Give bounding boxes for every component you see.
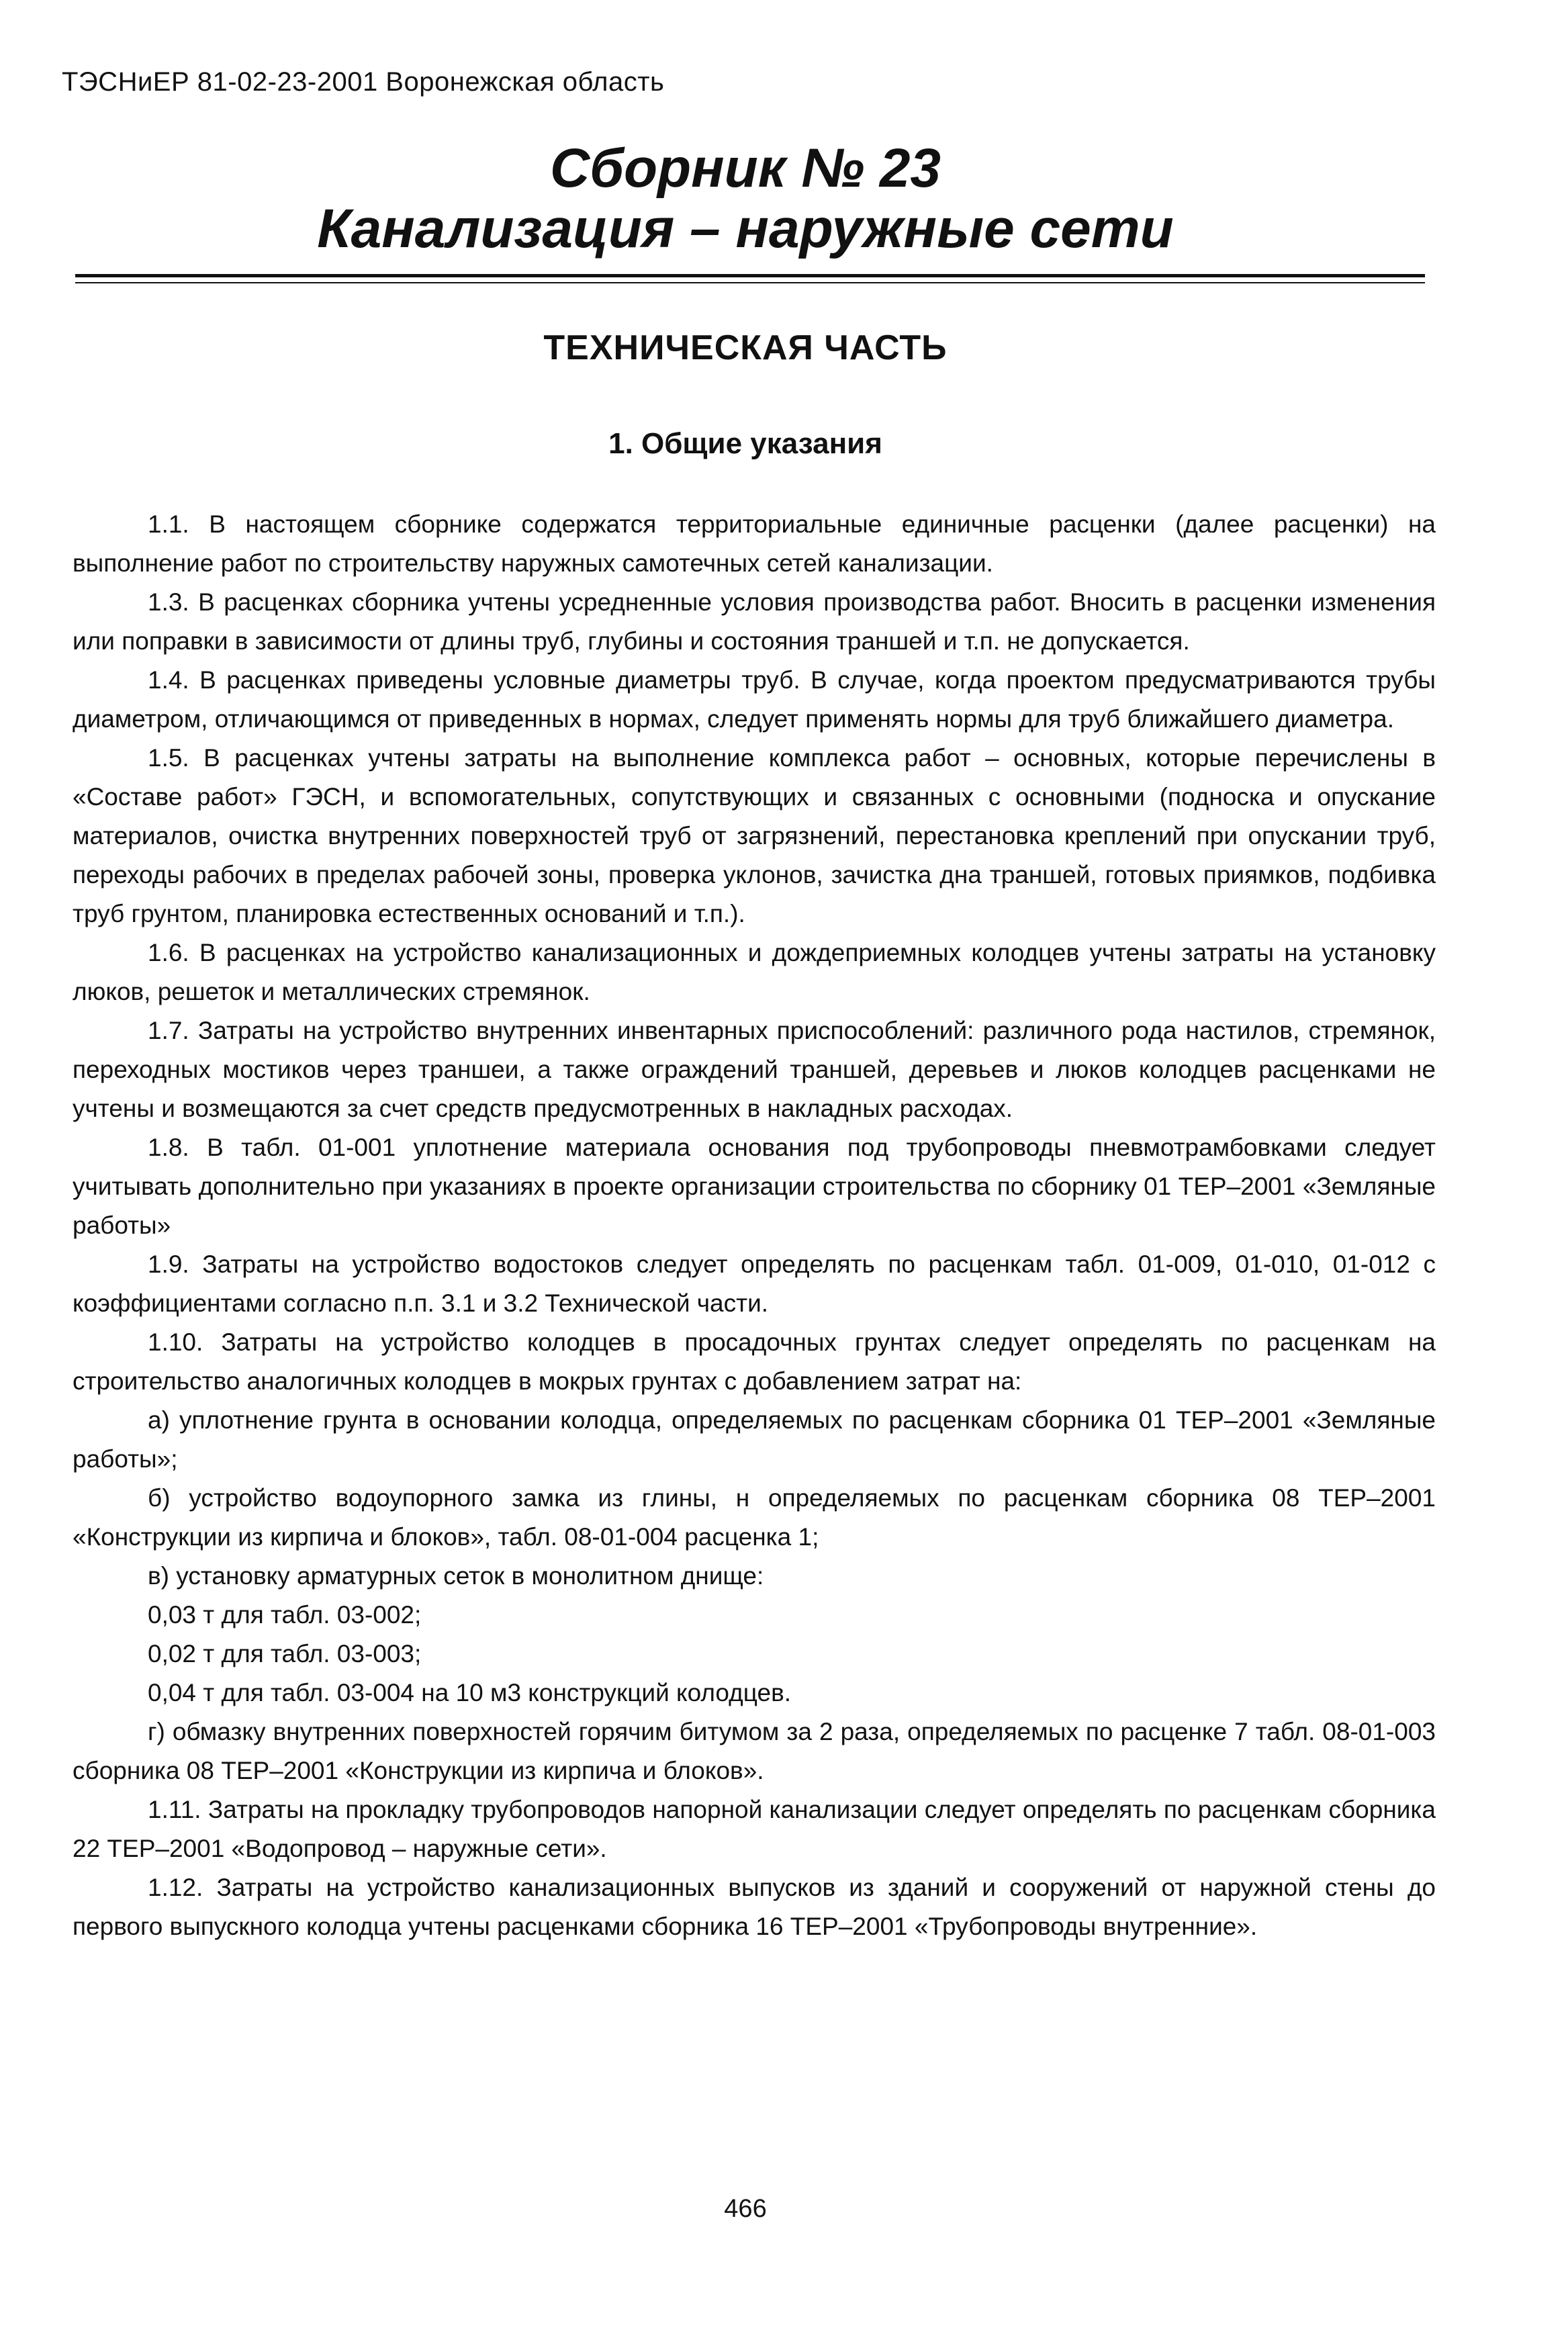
paragraph-1-3: 1.3. В расценках сборника учтены усредненные условия производства работ. Вносить в расценки изменения или поправки в зависимости от длины труб, глубины и состояния траншей и т.п. не допускается. <box>73 588 1436 655</box>
paragraph-1-7: 1.7. Затраты на устройство внутренних инвентарных приспособлений: различного рода настилов, стремянок, переходных мостиков через траншеи, а также ограждений траншей, деревьев и люков колодцев расценками не учтены и возмещаются за счет средств предусмотренных в накладных расходах. <box>73 1017 1436 1122</box>
body-text <box>73 505 1436 1946</box>
list-item-g: г) обмазку внутренних поверхностей горячим битумом за 2 раза, определяемых по расценке 7 табл. 08-01-003 сборника 08 ТЕР–2001 «Конструкции из кирпича и блоков». <box>73 1718 1436 1784</box>
paragraph-1-4: 1.4. В расценках приведены условные диаметры труб. В случае, когда проектом предусматриваются трубы диаметром, отличающимся от приведенных в нормах, следует применять нормы для труб ближайшего диаметра. <box>73 666 1436 733</box>
paragraph-1-8: 1.8. В табл. 01-001 уплотнение материала основания под трубопроводы пневмотрамбовками следует учитывать дополнительно при указаниях в проекте организации строительства по сборнику 01 ТЕР–2001 «Земляные работы» <box>73 1134 1436 1239</box>
list-item-a: а) уплотнение грунта в основании колодца, определяемых по расценкам сборника 01 ТЕР–2001 «Земляные работы»; <box>73 1406 1436 1473</box>
collection-name-title: Канализация – наружные сети <box>317 198 1174 259</box>
running-header: ТЭСНиЕР 81-02-23-2001 Воронежская область <box>62 67 665 97</box>
paragraph-1-1: 1.1. В настоящем сборнике содержатся территориальные единичные расценки (далее расценки) на выполнение работ по строительству наружных самотечных сетей канализации. <box>73 510 1436 577</box>
title-rule-thick <box>75 274 1425 277</box>
paragraph-1-10: 1.10. Затраты на устройство колодцев в просадочных грунтах следует определять по расценкам на строительство аналогичных колодцев в мокрых грунтах с добавлением затрат на: <box>73 1328 1436 1395</box>
paragraph-1-11: 1.11. Затраты на прокладку трубопроводов напорной канализации следует определять по расценкам сборника 22 ТЕР–2001 «Водопровод – наружные сети». <box>73 1796 1436 1862</box>
paragraph-1-9: 1.9. Затраты на устройство водостоков следует определять по расценкам табл. 01-009, 01-010, 01-012 с коэффициентами согласно п.п. 3.1 и 3.2 Технической части. <box>73 1250 1436 1317</box>
paragraph-1-12: 1.12. Затраты на устройство канализационных выпусков из зданий и сооружений от наружной стены до первого выпускного колодца учтены расценками сборника 16 ТЕР–2001 «Трубопроводы внутренние». <box>73 1874 1436 1940</box>
collection-number-title: Сборник № 23 <box>549 138 941 199</box>
paragraph-1-5: 1.5. В расценках учтены затраты на выполнение комплекса работ – основных, которые перечислены в «Составе работ» ГЭСН, и вспомогательных, сопутствующих и связанных с основными (подноска и опускание материалов, очистка внутренних поверхностей труб от загрязнений, перестановка креплений при опускании труб, переходы рабочих в пределах рабочей зоны, проверка уклонов, зачистка дна траншей, готовых приямков, подбивка труб грунтом, планировка естественных оснований и т.п.). <box>73 744 1436 927</box>
paragraph-1-6: 1.6. В расценках на устройство канализационных и дождеприемных колодцев учтены затраты на установку люков, решеток и металлических стремянок. <box>73 939 1436 1005</box>
page-number: 466 <box>724 2195 767 2223</box>
list-item-v-rate-1: 0,03 т для табл. 03-002; <box>148 1601 422 1629</box>
list-item-b: б) устройство водоупорного замка из глины, н определяемых по расценкам сборника 08 ТЕР–2001 «Конструкции из кирпича и блоков», табл. 08-01-004 расценка 1; <box>73 1484 1436 1551</box>
section-title: ТЕХНИЧЕСКАЯ ЧАСТЬ <box>543 328 948 367</box>
subsection-title: 1. Общие указания <box>608 427 882 460</box>
list-item-v-rate-3: 0,04 т для табл. 03-004 на 10 м3 конструкций колодцев. <box>148 1679 792 1706</box>
list-item-v-rate-2: 0,02 т для табл. 03-003; <box>148 1640 422 1668</box>
title-rule-thin <box>75 282 1425 283</box>
list-item-v: в) установку арматурных сеток в монолитном днище: <box>148 1562 764 1590</box>
